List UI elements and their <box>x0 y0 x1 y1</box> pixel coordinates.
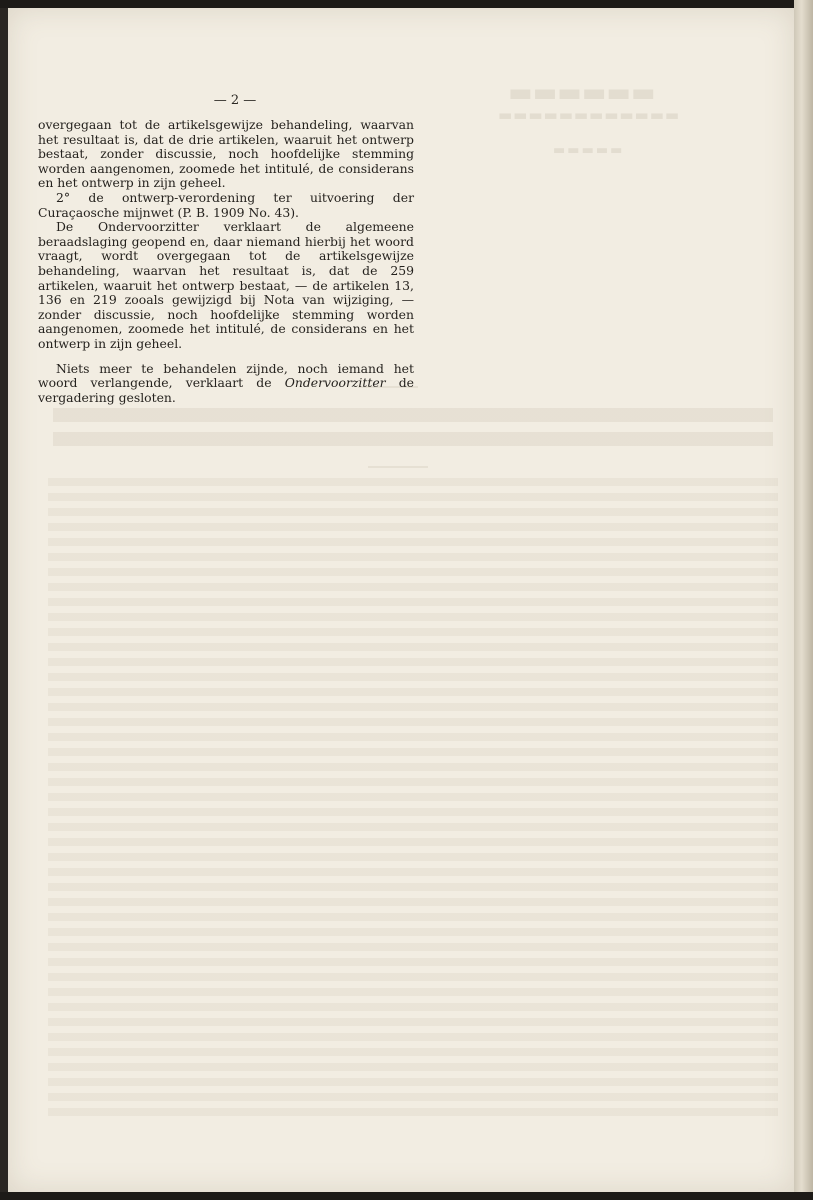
scan-bottom-border <box>0 1192 813 1200</box>
closing-emphasis: Ondervoorzitter <box>284 375 386 391</box>
paragraph: 2° de ontwerp-verordening ter uitvoering der Curaçaosche mijnwet (P. B. 1909 No. 43). <box>38 189 414 220</box>
closing-text-end: de vergadering gesloten. <box>38 375 414 405</box>
paragraph: overgegaan tot de artikelsgewijze behandeling, waarvan het resultaat is, dat de drie artikelen, waaruit het ontwerp bestaat, zonder discussie, noch hoofdelijke stemming worden aangenomen, zoomede het intitulé, de considerans en het ontwerp in zijn geheel. <box>38 117 414 191</box>
bleed-through-text-block <box>48 478 778 1118</box>
closing-text-start: Niets meer te behandelen zijnde, noch iemand het woord verlangende, verklaart de <box>38 360 414 391</box>
bleed-through-label: ▬▬▬▬▬ <box>553 143 625 158</box>
bleed-through-subheading: ▬▬▬▬▬▬▬▬▬▬▬▬ <box>498 106 681 124</box>
bleed-through-title-block <box>53 408 773 448</box>
paragraph: De Ondervoorzitter verklaart de algemeene beraadslaging geopend en, daar niemand hierbij het woord vraagt, wordt overgegaan tot de artikelsgewijze behandeling, waarvan het resultaat is, dat de 259 artikelen, waaruit het ontwerp bestaat, — de artikelen 13, 136 en 219 zooals gewijzigd bij Nota van wijziging, — zonder discussie, noch hoofdelijke stemming worden aangenomen, zoomede het intitulé, de considerans en het ontwerp in zijn geheel. <box>38 219 414 351</box>
text-column <box>38 118 414 405</box>
bleed-through-heading: ▬▬▬▬▬▬ <box>508 78 656 108</box>
closing-paragraph <box>38 362 414 406</box>
page-edge <box>794 0 813 1200</box>
scan-top-border <box>0 0 813 8</box>
page-number: — 2 — <box>213 93 257 108</box>
document-page <box>8 8 794 1192</box>
bleed-through-rule <box>368 466 428 468</box>
